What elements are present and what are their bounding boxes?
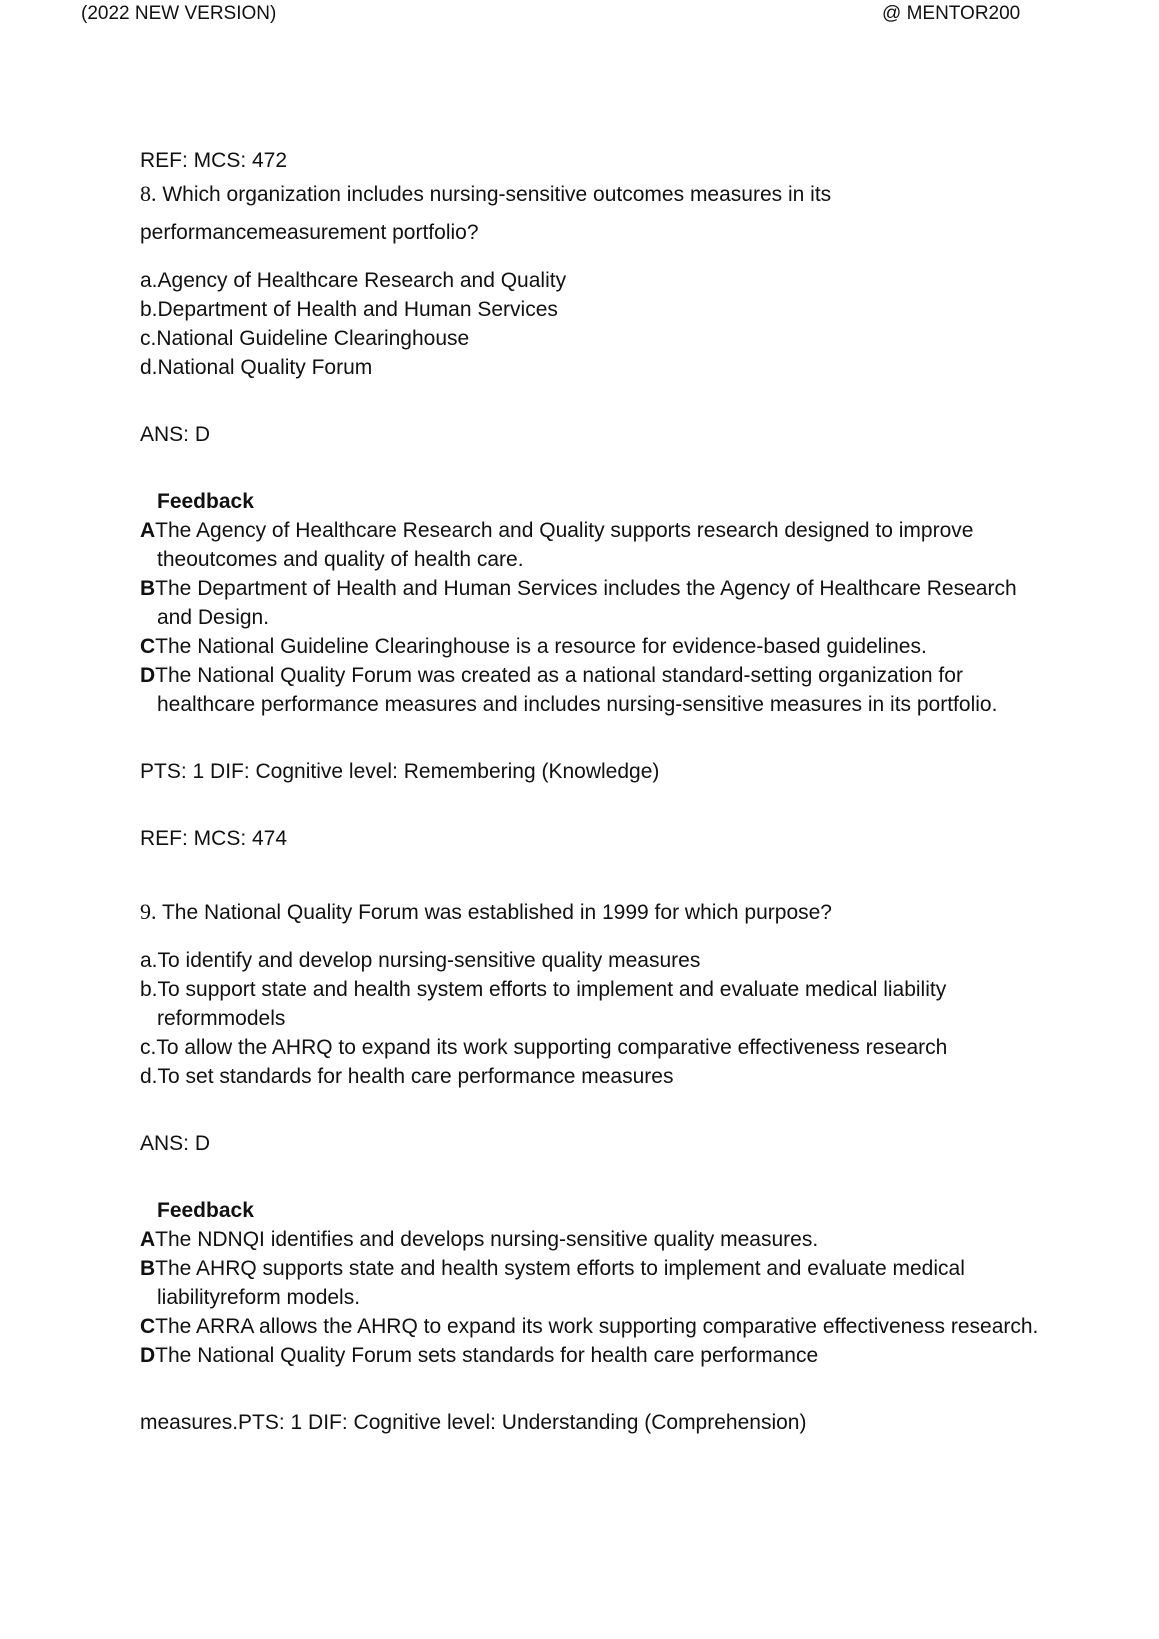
feedback-letter: D [140, 664, 156, 687]
points-difficulty: measures.PTS: 1 DIF: Cognitive level: Understanding (Comprehension) [140, 1411, 807, 1434]
feedback-text: The National Guideline Clearinghouse is a resource for evidence-based guidelines. [155, 635, 927, 658]
feedback-item-c [140, 632, 1040, 661]
feedback-item-d [140, 661, 1040, 719]
question-number: 8. [140, 181, 157, 206]
options-list [140, 266, 1040, 382]
option-a: a.To identify and develop nursing-sensitive quality measures [140, 949, 701, 972]
feedback-item-a [140, 1225, 1040, 1254]
feedback-title: Feedback [157, 490, 254, 513]
ref-line: REF: MCS: 474 [140, 827, 288, 850]
question-9 [140, 893, 1040, 932]
question-text: Which organization includes nursing-sensitive outcomes measures in its [162, 183, 832, 206]
points-difficulty: PTS: 1 DIF: Cognitive level: Remembering (Knowledge) [140, 760, 660, 783]
feedback-letter: C [140, 635, 156, 658]
feedback-letter: D [140, 1344, 156, 1367]
feedback-letter: C [140, 1315, 156, 1338]
ref-line: REF: MCS: 472 [140, 149, 288, 172]
feedback-item-c [140, 1312, 1040, 1341]
option-c: c.To allow the AHRQ to expand its work supporting comparative effectiveness research [140, 1036, 948, 1059]
question-text-continued: performancemeasurement portfolio? [140, 221, 479, 244]
document-content [140, 146, 1040, 1437]
feedback-text: The Department of Health and Human Services includes the Agency of Healthcare Research and Design. [155, 577, 1017, 629]
option-d: d.National Quality Forum [140, 356, 373, 379]
feedback-text: The Agency of Healthcare Research and Quality supports research designed to improve theoutcomes and quality of health care. [155, 519, 974, 571]
option-b: b.Department of Health and Human Services [140, 298, 558, 321]
options-list [140, 946, 1040, 1091]
header-right: @ MENTOR200 [882, 3, 1021, 24]
feedback-letter: A [140, 1228, 156, 1251]
answer: ANS: D [140, 1132, 211, 1155]
feedback-letter: B [140, 577, 156, 600]
feedback-text: The National Quality Forum was created as a national standard-setting organization for healthcare performance measures and includes nursing-sensitive measures in its portfolio. [155, 664, 998, 716]
feedback-list [140, 516, 1040, 719]
question-8 [140, 175, 1040, 214]
header-left: (2022 NEW VERSION) [81, 3, 277, 24]
feedback-text: The NDNQI identifies and develops nursing-sensitive quality measures. [155, 1228, 819, 1251]
feedback-text: The ARRA allows the AHRQ to expand its work supporting comparative effectiveness research. [155, 1315, 1039, 1338]
option-d: d.To set standards for health care performance measures [140, 1065, 674, 1088]
option-b: b.To support state and health system efforts to implement and evaluate medical liability reformmodels [140, 978, 947, 1030]
question-number: 9. [140, 899, 157, 924]
feedback-text: The National Quality Forum sets standards for health care performance [155, 1344, 819, 1367]
feedback-list [140, 1225, 1040, 1370]
feedback-item-b [140, 574, 1040, 632]
feedback-item-b [140, 1254, 1040, 1312]
option-c: c.National Guideline Clearinghouse [140, 327, 470, 350]
feedback-item-d [140, 1341, 1040, 1370]
feedback-letter: A [140, 519, 156, 542]
feedback-text: The AHRQ supports state and health system efforts to implement and evaluate medical liabilityreform models. [155, 1257, 965, 1309]
answer: ANS: D [140, 423, 211, 446]
feedback-title: Feedback [157, 1199, 254, 1222]
feedback-item-a [140, 516, 1040, 574]
option-a: a.Agency of Healthcare Research and Quality [140, 269, 567, 292]
feedback-letter: B [140, 1257, 156, 1280]
question-text: The National Quality Forum was established in 1999 for which purpose? [161, 901, 832, 924]
